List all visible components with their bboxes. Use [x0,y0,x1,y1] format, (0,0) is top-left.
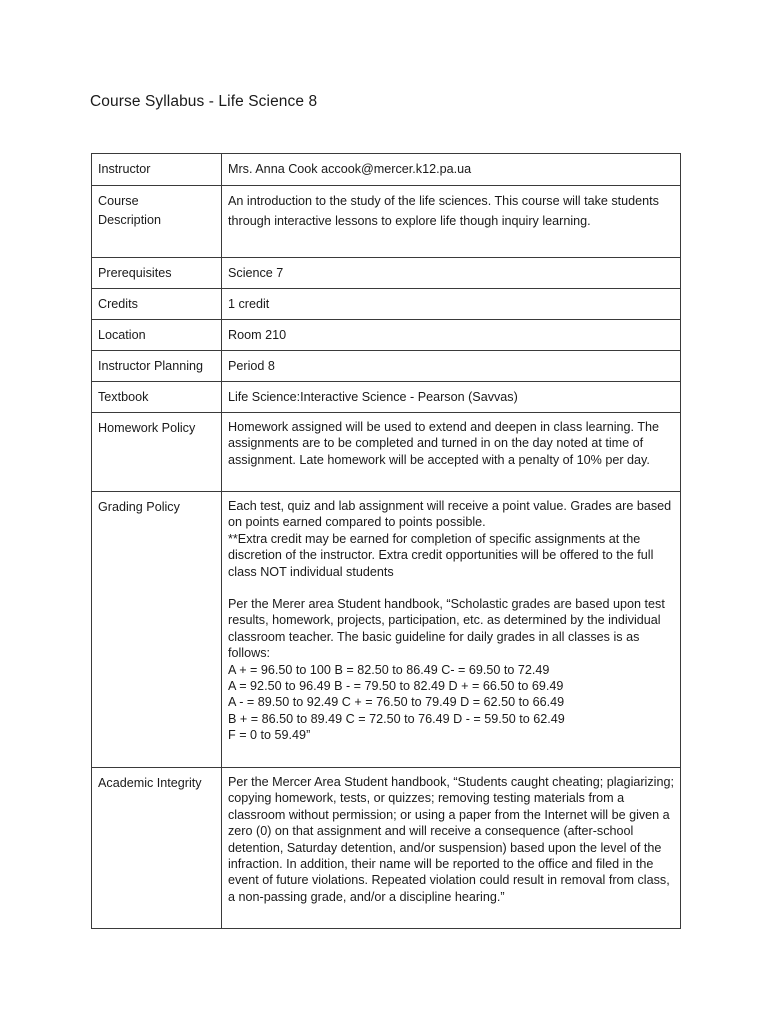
row-value: Period 8 [222,351,681,382]
row-label: Homework Policy [92,413,222,492]
syllabus-table [91,153,681,929]
table-row-instructor [92,154,681,186]
row-label-text: Course Description [98,194,161,227]
row-label: Instructor [92,154,222,186]
row-label: Textbook [92,382,222,413]
row-value: Life Science:Interactive Science - Pearson (Savvas) [222,382,681,413]
row-label: Credits [92,289,222,320]
row-label: Grading Policy [92,492,222,768]
row-value: 1 credit [222,289,681,320]
table-row-academic-integrity [92,768,681,929]
row-value [222,492,681,768]
row-value: Per the Mercer Area Student handbook, “Students caught cheating; plagiarizing; copying homework, tests, or quizzes; removing testing materials from a classroom without permission; or using a paper from the Internet will be given a zero (0) on that assignment and will receive a consequence (after-school detention, Saturday detention, and/or suspension) based upon the level of the infraction. In addition, their name will be reported to the office and filed in the event of future violations. Repeated violation could result in removal from class, a non-passing grade, and/or a discipline hearing.” [222,768,681,929]
row-label: Prerequisites [92,258,222,289]
row-value: An introduction to the study of the life sciences. This course will take students through interactive lessons to explore life though inquiry learning. [222,186,681,258]
row-value: Homework assigned will be used to extend and deepen in class learning. The assignments are to be completed and turned in on the day noted at time of assignment. Late homework will be accepted with a penalty of 10% per day. [222,413,681,492]
row-value: Mrs. Anna Cook accook@mercer.k12.pa.ua [222,154,681,186]
row-label: Instructor Planning [92,351,222,382]
row-value: Science 7 [222,258,681,289]
row-label: Academic Integrity [92,768,222,929]
grading-paragraph-1: Each test, quiz and lab assignment will receive a point value. Grades are based on points earned compared to points possible. **Extra credit may be earned for completion of specific assignments at the discretion of the instructor. Extra credit opportunities will be offered to the full class NOT individual students [228,499,672,579]
row-label [92,186,222,258]
table-row-course-description [92,186,681,258]
table-row-location [92,320,681,351]
row-value: Room 210 [222,320,681,351]
table-row-grading-policy [92,492,681,768]
row-label: Location [92,320,222,351]
grading-paragraph-2: Per the Merer area Student handbook, “Scholastic grades are based upon test results, homework, projects, participation, etc. as determined by the individual classroom teacher. The basic guideline for daily grades in all classes is as follows: A + = 96.50 to 100 B = 82.50 to 86.49 C- = 69.50 to 72.49 A = 92.50 to 96.49 B - = 79.50 to 82.49 D + = 66.50 to 69.49 A - = 89.50 to 92.49 C + = 76.50 to 79.49 D = 62.50 to 66.49 B + = 86.50 to 89.49 C = 72.50 to 76.49 D - = 59.50 to 62.49 F = 0 to 59.49” [228,597,665,743]
page-title: Course Syllabus - Life Science 8 [90,93,318,110]
table-row-credits [92,289,681,320]
table-row-homework-policy [92,413,681,492]
table-row-textbook [92,382,681,413]
table-row-instructor-planning [92,351,681,382]
table-row-prerequisites [92,258,681,289]
